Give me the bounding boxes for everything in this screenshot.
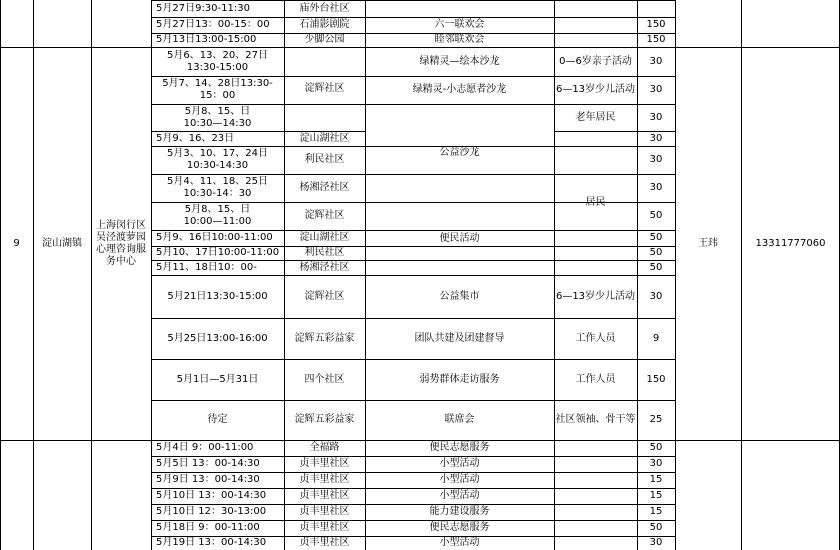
location-cell: 利民社区 — [304, 154, 345, 165]
count-cell: 50 — [649, 261, 663, 273]
location-cell: 淀山湖社区 — [299, 132, 350, 144]
activity-cell: 团队共建及团建督导 — [414, 332, 505, 344]
phone-cell: 13311777060 — [755, 237, 826, 249]
location-cell: 淀辉五彩益家 — [294, 332, 355, 344]
activity-cell: 六一联欢会 — [434, 19, 485, 30]
time-cell: 5月8、15、日 10:00—11:00 — [183, 204, 252, 227]
time-cell: 5月10日 12：30-13:00 — [156, 506, 267, 517]
activity-cell: 联席会 — [444, 414, 475, 425]
count-cell: 30 — [649, 111, 663, 123]
time-cell: 5月21日13:30-15:00 — [167, 290, 268, 302]
count-cell: 30 — [649, 55, 663, 67]
count-cell: 30 — [649, 154, 663, 165]
count-cell: 150 — [646, 34, 666, 45]
count-cell: 30 — [649, 182, 663, 193]
activity-cell: 公益沙龙 — [439, 147, 480, 158]
activity-cell: 公益集市 — [439, 290, 480, 302]
location-cell: 杨湘泾社区 — [299, 182, 350, 193]
location-cell: 贞丰里社区 — [299, 506, 350, 517]
count-cell: 15 — [649, 506, 663, 517]
count-cell: 9 — [652, 332, 660, 344]
location-cell: 淀山湖社区 — [299, 232, 350, 243]
sequence-number-cell: 9 — [13, 237, 20, 249]
activity-cell: 小型活动 — [439, 458, 480, 469]
time-cell: 5月11、18日10：00- — [156, 261, 257, 273]
location-cell: 淀辉社区 — [304, 83, 345, 94]
count-cell: 50 — [649, 232, 663, 243]
time-cell: 5月19日 13：00-14:30 — [156, 537, 267, 548]
organization-cell: 上海闵行区吴泾渡萝园心理咨询服务中心 — [96, 219, 146, 267]
count-cell: 15 — [649, 474, 663, 485]
contact-person-cell: 王玮 — [698, 237, 718, 249]
location-cell: 少脚公园 — [304, 34, 345, 45]
audience-cell: 6—13岁少儿活动 — [555, 290, 636, 302]
time-cell: 5月8、15、日 10:30—14:30 — [183, 105, 252, 129]
audience-cell: 老年居民 — [575, 111, 616, 123]
audience-cell: 居民 — [585, 197, 606, 208]
time-cell: 5月4日 9：00-11:00 — [156, 442, 254, 453]
time-cell: 5月3、10、17、24日 10:30-14:30 — [167, 148, 268, 171]
activity-cell: 便民活动 — [439, 232, 480, 244]
location-cell: 庙外台社区 — [299, 2, 350, 14]
count-cell: 50 — [649, 442, 663, 453]
location-cell: 贞丰里社区 — [299, 474, 350, 485]
location-cell: 贞丰里社区 — [299, 490, 350, 501]
time-cell: 5月4、11、18、25日 10:30-14：30 — [167, 176, 268, 199]
location-cell: 杨湘泾社区 — [299, 261, 350, 273]
activity-cell: 绿精灵—绘本沙龙 — [419, 55, 500, 67]
location-cell: 贞丰里社区 — [299, 458, 350, 469]
count-cell: 30 — [649, 290, 663, 302]
location-cell: 利民社区 — [304, 247, 345, 258]
count-cell: 30 — [649, 132, 663, 144]
activity-cell: 便民志愿服务 — [429, 522, 490, 533]
count-cell: 50 — [649, 522, 663, 533]
time-cell: 5月9、16日10:00-11:00 — [156, 232, 273, 243]
location-cell: 四个社区 — [304, 373, 345, 385]
count-cell: 50 — [649, 210, 663, 221]
time-cell: 5月7、14、28日13:30- 15：00 — [162, 78, 273, 101]
activity-cell: 绿精灵-小志愿者沙龙 — [412, 84, 507, 95]
time-cell: 5月27日13：00-15：00 — [156, 19, 270, 30]
activity-cell: 弱势群体走访服务 — [419, 373, 500, 385]
audience-cell: 社区领袖、骨干等 — [555, 414, 636, 425]
audience-cell: 0—6岁亲子活动 — [559, 55, 632, 67]
count-cell: 50 — [649, 247, 663, 258]
time-cell: 5月13日13:00-15:00 — [156, 34, 257, 45]
time-cell: 5月27日9:30-11:30 — [156, 2, 250, 14]
time-cell: 5月10、17日10:00-11:00 — [156, 247, 280, 258]
activity-cell: 睦邻联欢会 — [434, 34, 485, 45]
time-cell: 5月10日 13：00-14:30 — [156, 490, 267, 501]
time-cell: 5月6、13、20、27日 13:30-15:00 — [167, 49, 268, 73]
location-cell: 石浦影剧院 — [299, 19, 350, 30]
count-cell: 150 — [646, 373, 666, 385]
time-cell: 5月18日 9：00-11:00 — [156, 522, 260, 533]
count-cell: 25 — [649, 414, 663, 425]
audience-cell: 工作人员 — [575, 332, 616, 344]
activity-cell: 小型活动 — [439, 474, 480, 485]
time-cell: 5月9日 13：00-14:30 — [156, 474, 260, 485]
activity-cell: 能力建设服务 — [429, 506, 490, 517]
audience-cell: 工作人员 — [575, 373, 616, 385]
audience-cell: 6—13岁少儿活动 — [555, 84, 636, 95]
activity-cell: 小型活动 — [439, 490, 480, 501]
activity-cell: 便民志愿服务 — [429, 442, 490, 453]
location-cell: 淀辉社区 — [304, 290, 345, 302]
location-cell: 淀辉五彩益家 — [294, 414, 355, 425]
time-cell: 5月9、16、23日 — [156, 132, 235, 144]
count-cell: 150 — [646, 19, 666, 30]
location-cell: 淀辉社区 — [304, 210, 345, 221]
time-cell: 待定 — [207, 414, 228, 425]
location-cell: 贞丰里社区 — [299, 522, 350, 533]
count-cell: 30 — [649, 537, 663, 548]
location-cell: 贞丰里社区 — [299, 537, 350, 548]
count-cell: 15 — [649, 490, 663, 501]
location-cell: 全福路 — [309, 442, 340, 453]
time-cell: 5月5日 13：00-14:30 — [156, 458, 260, 469]
count-cell: 30 — [649, 458, 663, 469]
time-cell: 5月25日13:00-16:00 — [167, 332, 268, 344]
count-cell: 30 — [649, 84, 663, 95]
town-cell: 淀山湖镇 — [42, 237, 82, 249]
time-cell: 5月1日—5月31日 — [176, 373, 259, 385]
activity-cell: 小型活动 — [439, 537, 480, 548]
